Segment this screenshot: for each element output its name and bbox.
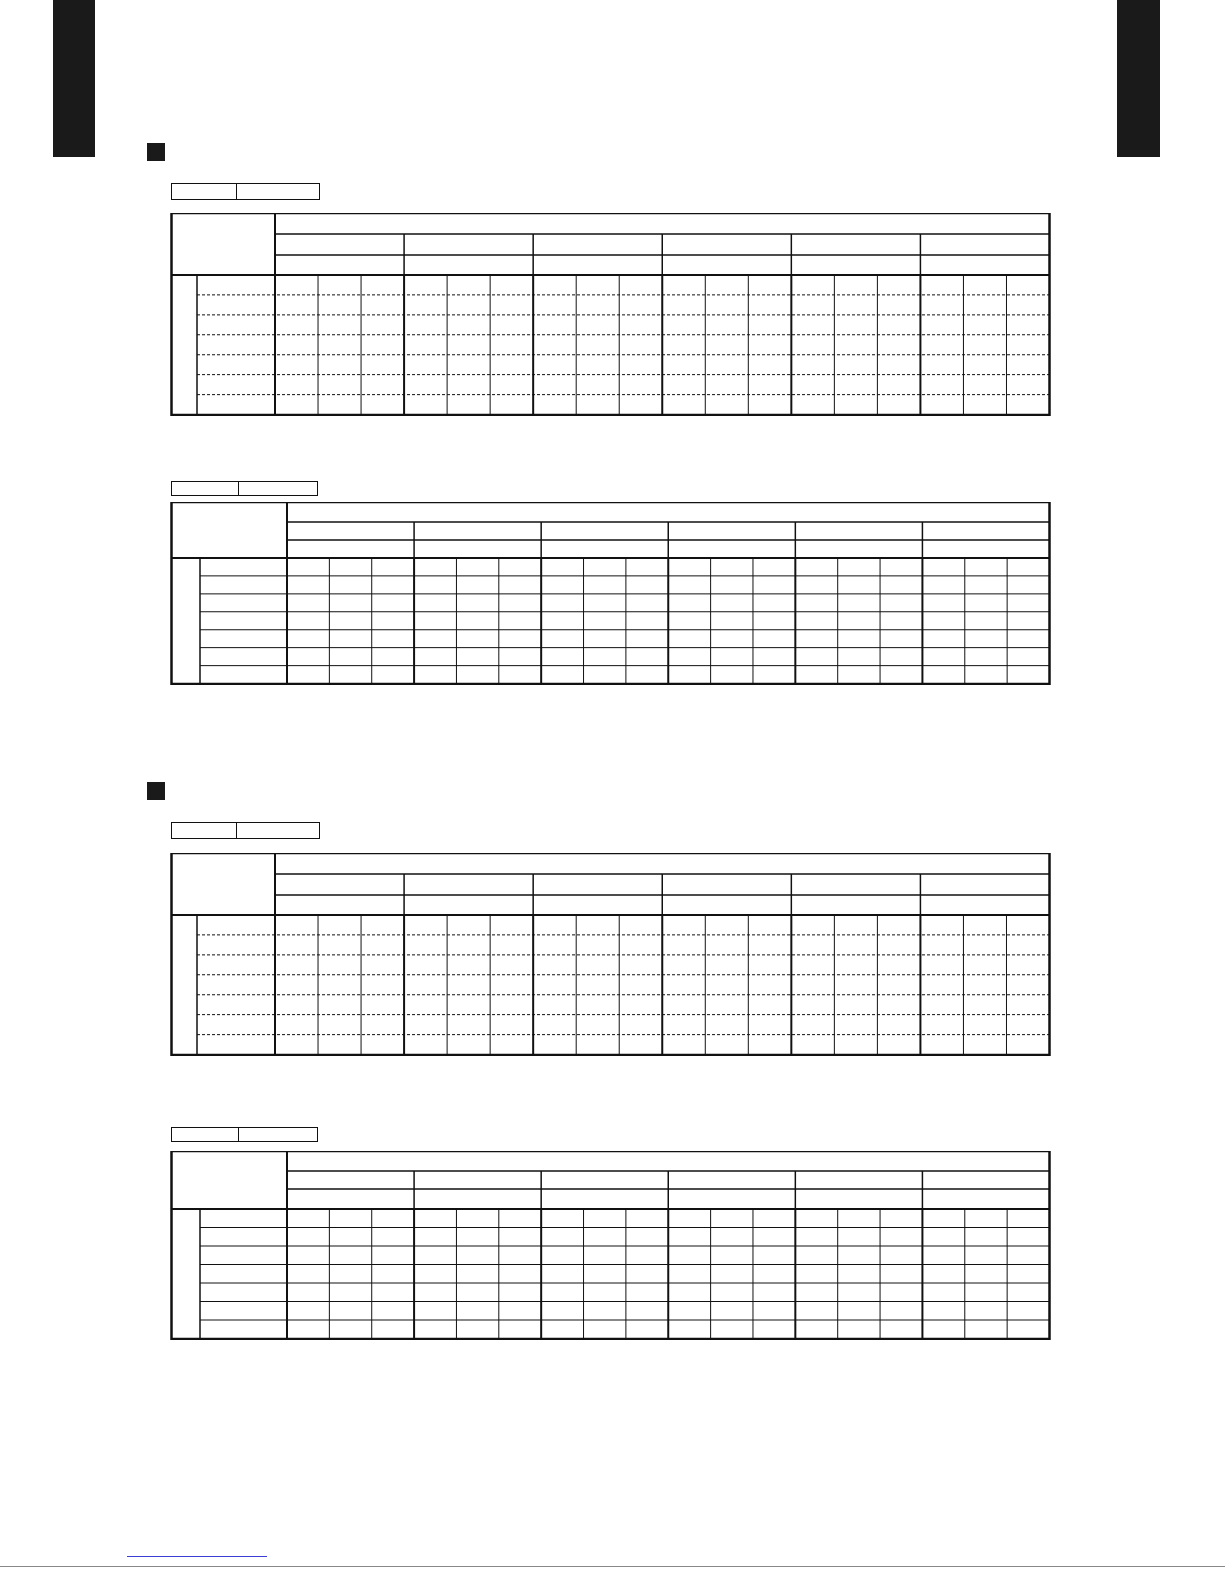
edge-tab-left: [53, 0, 95, 157]
table-1-label-cell-b: [236, 184, 319, 199]
footer-rule: [0, 1566, 1225, 1567]
table-2-label-box: [171, 481, 318, 496]
section-1-marker: [147, 143, 165, 161]
data-table-4: [170, 1151, 1051, 1340]
data-table-3: [170, 853, 1051, 1056]
data-table-1: [170, 213, 1051, 416]
footer-link-underline[interactable]: [127, 1556, 267, 1557]
table-3-label-cell-a: [172, 823, 236, 838]
table-4-label-cell-a: [172, 1128, 238, 1141]
table-2-label-cell-b: [238, 482, 317, 495]
table-1-label-box: [171, 183, 320, 200]
table-2-label-cell-a: [172, 482, 238, 495]
table-1-label-cell-a: [172, 184, 236, 199]
edge-tab-right: [1117, 0, 1160, 157]
table-3-label-box: [171, 822, 320, 839]
data-table-2: [170, 502, 1051, 685]
table-4-label-cell-b: [238, 1128, 317, 1141]
table-4-label-box: [171, 1127, 318, 1142]
table-3-label-cell-b: [236, 823, 319, 838]
section-2-marker: [147, 782, 165, 800]
